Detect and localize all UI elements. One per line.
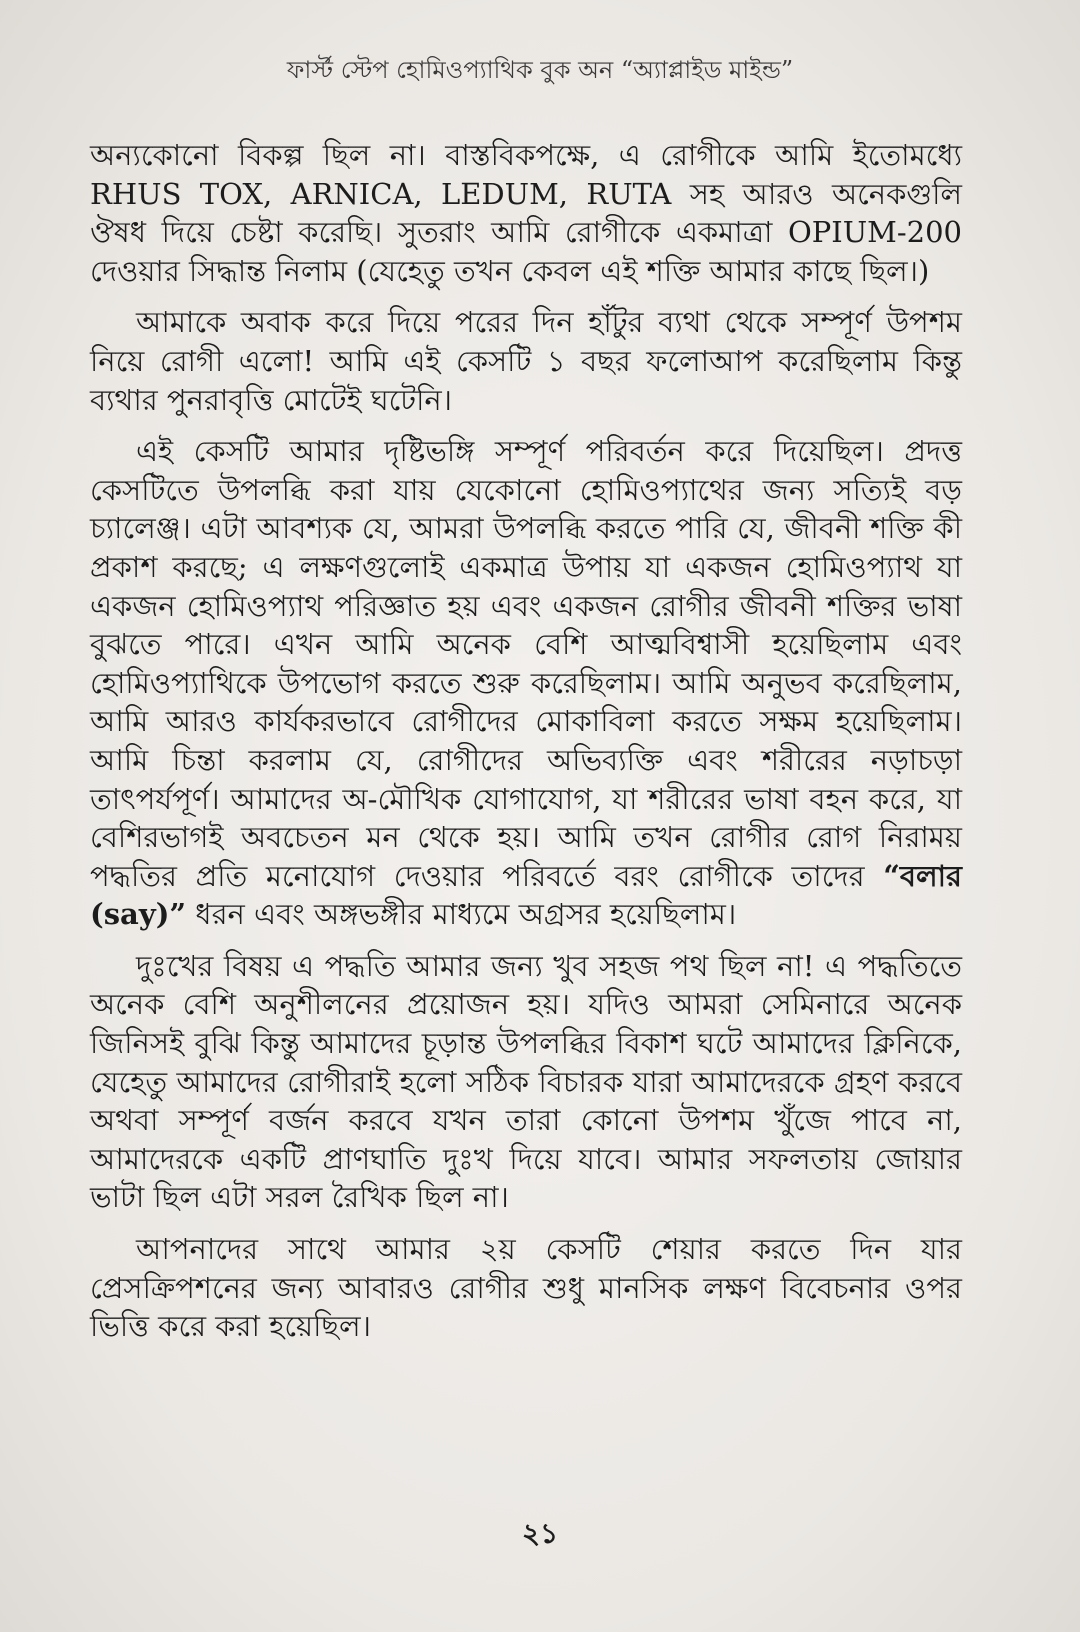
paragraph: অন্যকোনো বিকল্প ছিল না। বাস্তবিকপক্ষে, এ রোগীকে আমি ইতোমধ্যে RHUS TOX, ARNICA, LEDUM, RUTA সহ আরও অনেকগুলি ঔষধ দিয়ে চেষ্টা করেছি। সুতরাং আমি রোগীকে একমাত্রা OPIUM-200 দেওয়ার সিদ্ধান্ত নিলাম (যেহেতু তখন কেবল এই শক্তি আমার কাছে ছিল।)	[90, 138, 962, 288]
paragraph-text: এই কেসটি আমার দৃষ্টিভঙ্গি সম্পূর্ণ পরিবর্তন করে দিয়েছিল। প্রদত্ত কেসটিতে উপলব্ধি করা যায় যেকোনো হোমিওপ্যাথের জন্য সত্যিই বড় চ্যালেঞ্জ। এটা আবশ্যক যে, আমরা উপলব্ধি করতে পারি যে, জীবনী শক্তি কী প্রকাশ করছে; এ লক্ষণগুলোই একমাত্র উপায় যা একজন হোমিওপ্যাথ যা একজন হোমিওপ্যাথ পরিজ্ঞাত হয় এবং একজন রোগীর জীবনী শক্তির ভাষা বুঝতে পারে। এখন আমি অনেক বেশি আত্মবিশ্বাসী হয়েছিলাম এবং হোমিওপ্যাথিকে উপভোগ করতে শুরু করেছিলাম। আমি অনুভব করেছিলাম, আমি আরও কার্যকরভাবে রোগীদের মোকাবিলা করতে সক্ষম হয়েছিলাম। আমি চিন্তা করলাম যে, রোগীদের অভিব্যক্তি এবং শরীরের নড়াচড়া তাৎপর্যপূর্ণ। আমাদের অ-মৌখিক যোগাযোগ, যা শরীরের ভাষা বহন করে, যা বেশিরভাগই অবচেতন মন থেকে হয়। আমি তখন রোগীর রোগ নিরাময় পদ্ধতির প্রতি মনোযোগ দেওয়ার পরিবর্তে বরং রোগীকে তাদের	[90, 434, 962, 893]
paragraph	[90, 432, 962, 934]
paragraph: আপনাদের সাথে আমার ২য় কেসটি শেয়ার করতে দিন যার প্রেসক্রিপশনের জন্য আবারও রোগীর শুধু মানসিক লক্ষণ বিবেচনার ওপর ভিত্তি করে করা হয়েছিল।	[90, 1232, 962, 1344]
paragraph: আমাকে অবাক করে দিয়ে পরের দিন হাঁটুর ব্যথা থেকে সম্পূর্ণ উপশম নিয়ে রোগী এলো! আমি এই কেসটি ১ বছর ফলোআপ করেছিলাম কিন্তু ব্যথার পুনরাবৃত্তি মোটেই ঘটেনি।	[90, 305, 962, 417]
running-header: ফার্স্ট স্টেপ হোমিওপ্যাথিক বুক অন “অ্যাপ্লাইড মাইন্ড”	[286, 56, 794, 84]
page-number: ২১	[521, 1517, 559, 1550]
paragraph-text: ধরন এবং অঙ্গভঙ্গীর মাধ্যমে অগ্রসর হয়েছিলাম।	[186, 897, 737, 932]
bold-quote: “বলার (say)”	[90, 858, 962, 932]
page-body	[90, 136, 962, 1359]
paragraph: দুঃখের বিষয় এ পদ্ধতি আমার জন্য খুব সহজ পথ ছিল না! এ পদ্ধতিতে অনেক বেশি অনুশীলনের প্রয়োজন হয়। যদিও আমরা সেমিনারে অনেক জিনিসই বুঝি কিন্তু আমাদের চূড়ান্ত উপলব্ধির বিকাশ ঘটে আমাদের ক্লিনিকে, যেহেতু আমাদের রোগীরাই হলো সঠিক বিচারক যারা আমাদেরকে গ্রহণ করবে অথবা সম্পূর্ণ বর্জন করবে যখন তারা কোনো উপশম খুঁজে পাবে না, আমাদেরকে একটি প্রাণঘাতি দুঃখ দিয়ে যাবে। আমার সফলতায় জোয়ার ভাটা ছিল এটা সরল রৈখিক ছিল না।	[90, 948, 962, 1215]
